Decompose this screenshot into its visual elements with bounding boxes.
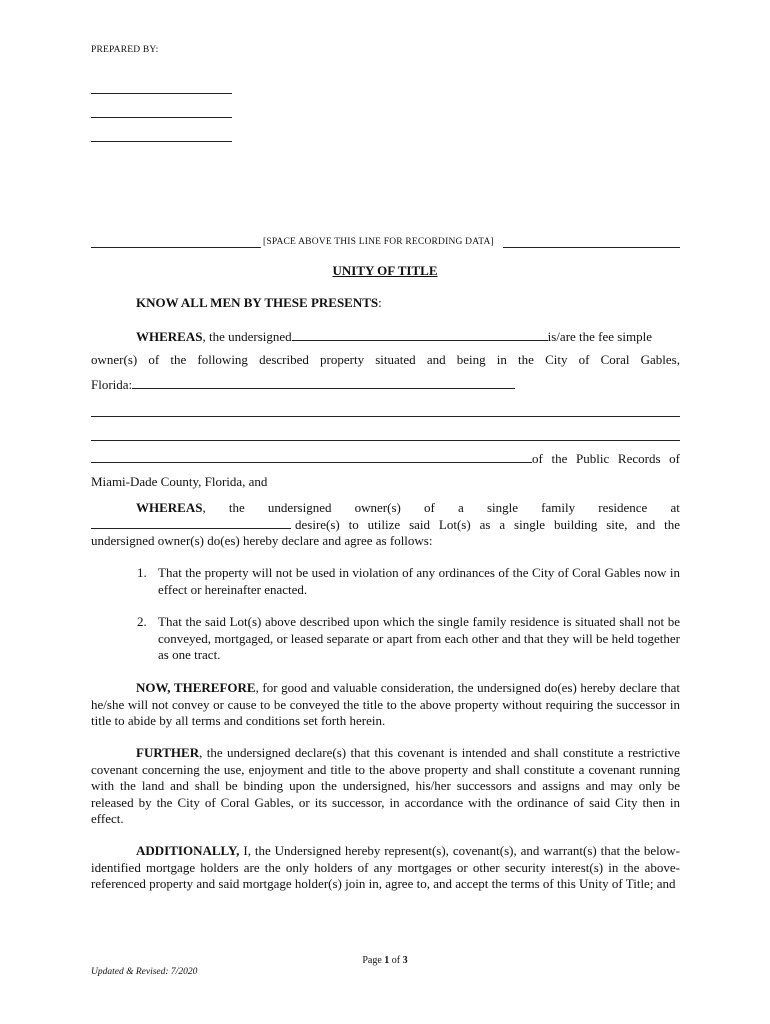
now-therefore-lead: NOW, THEREFORE — [136, 680, 256, 695]
property-description-blank-2[interactable] — [91, 416, 680, 417]
residence-address-blank[interactable] — [91, 516, 291, 529]
whereas-2-word: owner(s) — [354, 500, 401, 515]
document-title: UNITY OF TITLE — [332, 263, 438, 278]
additionally-text: I, the Undersigned hereby represent(s), covenant(s), and warrant(s) that the below-identified mortgage holders are the only holders of any mortgages or other security interest(s) in the above-referenced property and said mortgage holder(s) join in, agree to, and accept the terms of this Unity of Title; and — [91, 843, 680, 891]
recording-line-right — [503, 247, 680, 248]
know-all-men-colon: : — [378, 295, 382, 310]
whereas-2-line-3: undersigned owner(s) do(es) hereby declare and agree as follows: — [91, 533, 433, 548]
property-description-blank-3[interactable] — [91, 440, 680, 441]
public-records-text: of the Public Records of — [532, 451, 680, 466]
further-paragraph — [91, 745, 680, 828]
owners-line: owner(s) of the following described property situated and being in the City of Coral Gables, — [91, 352, 680, 367]
florida-line — [91, 376, 680, 393]
public-records-line — [91, 450, 680, 467]
list-item-number: 1. — [137, 565, 147, 580]
property-description-blank-4[interactable] — [91, 450, 532, 463]
property-description-blank-1[interactable] — [132, 376, 515, 389]
further-text: , the undersigned declare(s) that this covenant is intended and shall constitute a restrictive covenant concerning the use, enjoyment and title to the above property and shall constitute a covenant running with the land and shall be binding upon the undersigned, his/her successors and assigns and may only be released by the City of Coral Gables, or its successor, in accordance with the ordinance of said City then in effect. — [91, 745, 680, 826]
know-all-men-text: KNOW ALL MEN BY THESE PRESENTS — [136, 295, 379, 310]
whereas-1-lead: WHEREAS — [136, 329, 203, 344]
list-item-text: That the said Lot(s) above described upon which the single family residence is situated shall not be conveyed, mortgaged, or leased separate or apart from each other and that they will be held together as one tract. — [158, 614, 680, 662]
whereas-2-word: of — [424, 500, 435, 515]
whereas-2-word: a — [458, 500, 464, 515]
page-of: of — [389, 955, 403, 966]
prepared-by-label: PREPARED BY: — [91, 45, 159, 55]
whereas-2-lead-group — [136, 500, 206, 516]
list-item — [91, 565, 680, 598]
whereas-2-word: undersigned — [267, 500, 332, 515]
now-therefore-paragraph — [91, 680, 680, 730]
page-current: 1 — [384, 955, 390, 966]
preparer-line-2 — [91, 117, 232, 118]
whereas-1-tail: is/are the fee simple — [547, 329, 652, 344]
now-therefore-text: , for good and valuable consideration, the undersigned do(es) hereby declare that he/she will not convey or cause to be conveyed the title to the above property without requiring the successor in title to abide by all terms and conditions set forth herein. — [91, 680, 680, 728]
additionally-paragraph — [91, 843, 680, 893]
revision-note: Updated & Revised: 7/2020 — [91, 967, 198, 977]
whereas-2-line-2-text: desire(s) to utilize said Lot(s) as a single building site, and the — [295, 517, 680, 532]
whereas-2-line-2 — [91, 516, 680, 533]
owner-name-blank[interactable] — [292, 328, 548, 341]
whereas-2-word: single — [486, 500, 518, 515]
know-all-men-heading — [136, 295, 382, 311]
page-number — [0, 955, 770, 966]
miami-dade-line: Miami-Dade County, Florida, and — [91, 474, 268, 489]
list-item — [91, 614, 680, 664]
recording-line-left — [91, 247, 261, 248]
list-item-number: 2. — [137, 614, 147, 629]
whereas-2-lead: WHEREAS — [136, 500, 203, 515]
whereas-2-word: family — [541, 500, 576, 515]
preparer-line-3 — [91, 141, 232, 142]
whereas-2-word: the — [228, 500, 245, 515]
whereas-1-line — [91, 328, 680, 345]
whereas-2-word: , — [202, 500, 206, 515]
recording-data-label: [SPACE ABOVE THIS LINE FOR RECORDING DATA] — [263, 237, 494, 247]
florida-label: Florida: — [91, 377, 133, 392]
additionally-lead: ADDITIONALLY, — [136, 843, 240, 858]
list-item-text: That the property will not be used in violation of any ordinances of the City of Coral Gables now in effect or hereinafter enacted. — [158, 565, 680, 597]
page-total: 3 — [402, 955, 408, 966]
whereas-2-word: residence — [598, 500, 648, 515]
recording-data-separator — [91, 236, 680, 250]
whereas-1-text: , the undersigned — [202, 329, 292, 344]
page-word: Page — [362, 955, 385, 966]
whereas-2-line — [91, 500, 680, 516]
preparer-line-1 — [91, 93, 232, 94]
whereas-2-word: at — [670, 500, 680, 515]
further-lead: FURTHER — [136, 745, 200, 760]
